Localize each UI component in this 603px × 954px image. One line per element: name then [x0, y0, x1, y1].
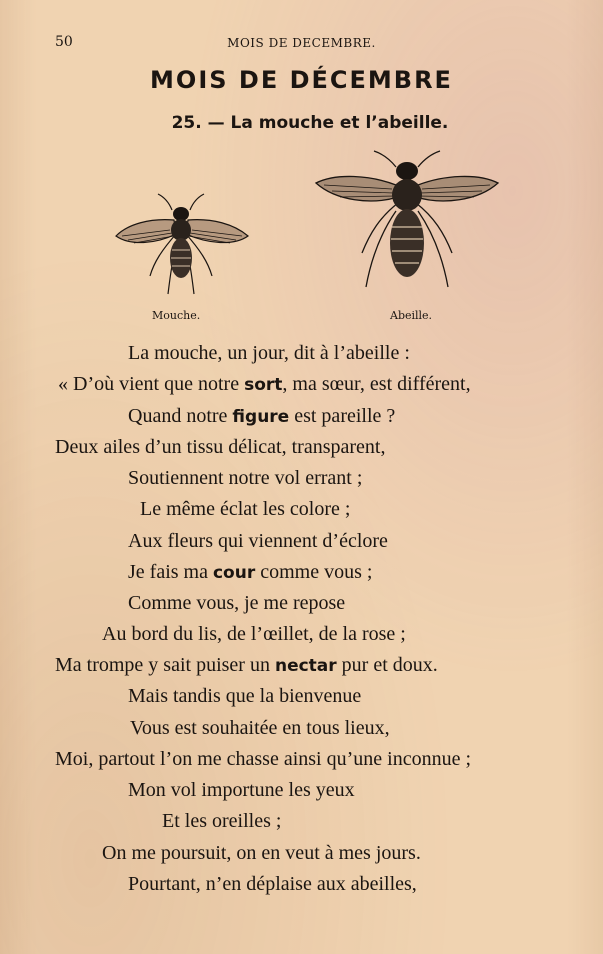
page-number: 50	[55, 34, 73, 50]
fly-caption: Mouche.	[152, 309, 201, 322]
poem-line: Le même éclat les colore ;	[140, 498, 351, 520]
bee-illustration	[310, 145, 505, 305]
running-title: MOIS DE DECEMBRE.	[227, 36, 376, 50]
poem-line: Comme vous, je me repose	[128, 592, 346, 614]
poem-line: Moi, partout l’on me chasse ainsi qu’une inconnue ;	[55, 748, 472, 770]
poem-line: Pourtant, n’en déplaise aux abeilles,	[128, 873, 417, 895]
poem-line: Et les oreilles ;	[162, 810, 282, 832]
running-head	[0, 34, 603, 54]
emphasized-word: figure	[232, 407, 290, 427]
bee-caption: Abeille.	[390, 309, 433, 322]
poem-line: Soutiennent notre vol errant ;	[128, 467, 363, 489]
emphasized-word: sort	[244, 375, 283, 395]
chapter-title: MOIS DE DÉCEMBRE	[150, 66, 453, 94]
poem-line: Deux ailes d’un tissu délicat, transparent,	[55, 436, 386, 458]
poem-line: « D’où vient que notre sort, ma sœur, est différent,	[58, 373, 471, 395]
poem-line: Mais tandis que la bienvenue	[128, 685, 362, 707]
poem-line: La mouche, un jour, dit à l’abeille :	[128, 342, 410, 364]
poem-title: 25. — La mouche et l’abeille.	[171, 113, 449, 133]
poem-line: On me poursuit, on en veut à mes jours.	[102, 842, 421, 864]
poem-line: Quand notre figure est pareille ?	[128, 405, 396, 427]
poem-line: Je fais ma cour comme vous ;	[128, 561, 373, 583]
poem-line: Au bord du lis, de l’œillet, de la rose ;	[102, 623, 406, 645]
poem-line: Aux fleurs qui viennent d’éclore	[128, 530, 388, 552]
fly-illustration	[110, 190, 255, 305]
poem-line: Mon vol importune les yeux	[128, 779, 355, 801]
poem-line: Ma trompe y sait puiser un nectar pur et doux.	[55, 654, 438, 676]
poem-line: Vous est souhaitée en tous lieux,	[130, 717, 390, 739]
emphasized-word: nectar	[274, 656, 337, 676]
emphasized-word: cour	[212, 563, 256, 583]
